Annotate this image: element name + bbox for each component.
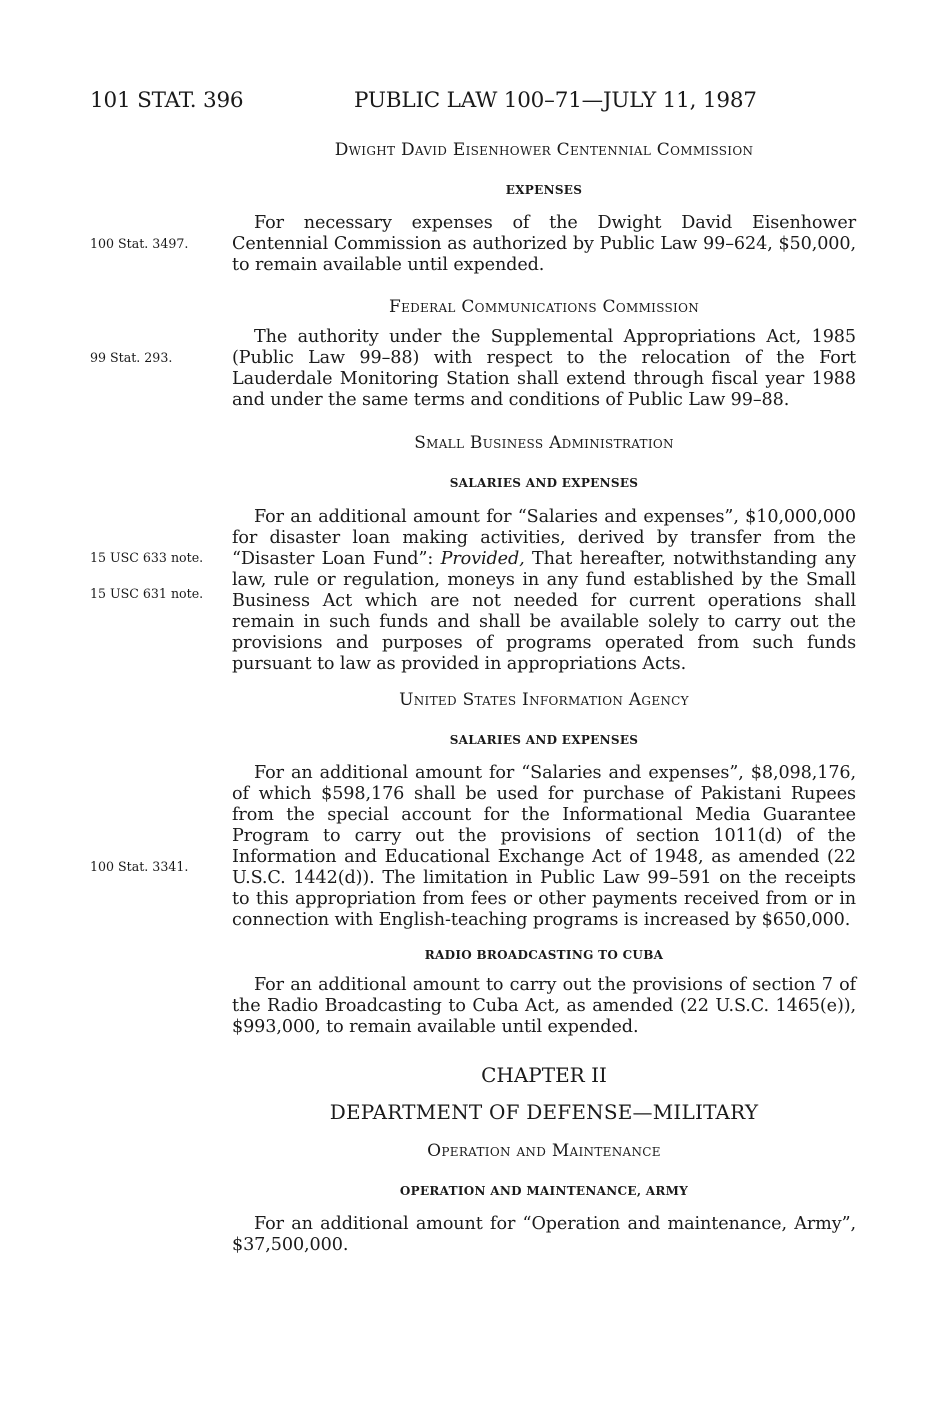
margin-note-usia: 100 Stat. 3341. (90, 859, 189, 874)
sba-text-part2: That hereafter, notwithstanding any law, rule or regulation, moneys in any fund established by the Small Business Act which are not needed for current operations shall remain in such funds and shall be available solely to carry out the provisions and purposes of programs operated from such funds pursuant to law as provided in appropriations Acts. (232, 549, 856, 674)
usia-paragraph: For an additional amount for “Salaries and expenses”, $8,098,176, of which $598,176 shall be used for purchase of Pakistani Rupees from the special account for the Informational Media Guarantee Program to carry out the provisions of section 1011(d) of the Information and Educational Exchange Act of 1948, as amended (22 U.S.C. 1442(d)). The limitation in Public Law 99–591 on the receipts to this appropriation from fees or other payments received from or in connection with English-teaching programs is increased by $650,000. (232, 763, 856, 930)
margin-note-eisenhower: 100 Stat. 3497. (90, 236, 189, 251)
eisenhower-subheading: EXPENSES (505, 183, 583, 197)
eisenhower-paragraph: For necessary expenses of the Dwight David Eisenhower Centennial Commission as authorized by Public Law 99–624, $50,000, to remain available until expended. (232, 213, 856, 275)
fcc-heading: Federal Communications Commission (388, 297, 700, 317)
sba-text-part1: For an additional amount for “Salaries and expenses”, $10,000,000 for disaster loan making activities, derived by transfer from the “Disaster Loan Fund”: (232, 507, 856, 569)
margin-note-sba-2: 15 USC 631 note. (90, 586, 204, 601)
radio-cuba-subheading: RADIO BROADCASTING TO CUBA (424, 948, 664, 962)
department-title: DEPARTMENT OF DEFENSE—MILITARY (329, 1100, 759, 1124)
running-header: PUBLIC LAW 100–71—JULY 11, 1987 (354, 88, 757, 113)
usia-heading: United States Information Agency (399, 690, 689, 710)
operation-maintenance-heading: Operation and Maintenance (427, 1141, 661, 1161)
sba-paragraph (232, 507, 856, 675)
proviso-term: Provided, (440, 549, 525, 569)
stat-page-reference: 101 STAT. 396 (90, 88, 244, 113)
usia-subheading: SALARIES AND EXPENSES (449, 733, 639, 747)
chapter-title: CHAPTER II (481, 1063, 607, 1087)
army-paragraph: For an additional amount for “Operation and maintenance, Army”, $37,500,000. (232, 1214, 856, 1255)
margin-note-fcc: 99 Stat. 293. (90, 350, 173, 365)
margin-note-sba-1: 15 USC 633 note. (90, 550, 204, 565)
radio-cuba-paragraph: For an additional amount to carry out the provisions of section 7 of the Radio Broadcasting to Cuba Act, as amended (22 U.S.C. 1465(e)), $993,000, to remain available until expended. (232, 975, 856, 1037)
operation-maintenance-army-subheading: OPERATION AND MAINTENANCE, ARMY (399, 1184, 689, 1198)
eisenhower-heading: Dwight David Eisenhower Centennial Commission (334, 140, 754, 160)
sba-heading: Small Business Administration (414, 433, 674, 453)
sba-subheading: SALARIES AND EXPENSES (449, 476, 639, 490)
fcc-paragraph: The authority under the Supplemental Appropriations Act, 1985 (Public Law 99–88) with respect to the relocation of the Fort Lauderdale Monitoring Station shall extend through fiscal year 1988 and under the same terms and conditions of Public Law 99–88. (232, 327, 856, 410)
